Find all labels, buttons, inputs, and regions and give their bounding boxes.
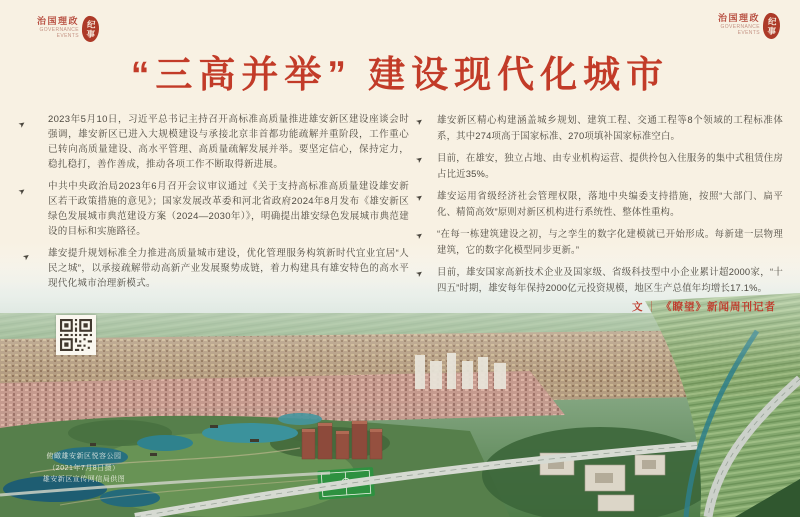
- paragraph: [414, 188, 783, 219]
- paragraph: [414, 150, 783, 181]
- left-column: [16, 112, 409, 298]
- arrow-bullet-icon: ➤: [21, 251, 32, 263]
- byline: [632, 299, 776, 314]
- paragraph: [16, 112, 409, 172]
- paragraph-text: 中共中央政治局2023年6月召开会议审议通过《关于支持高标准高质量建设雄安新区若干政策措施的意见》；国家发展改革委和河北省政府2024年8月发布《雄安新区绿色发展城市典范建设方案（2024—2030年）》，明确提出雄安绿色发展城市典范建设的目标和实施路径。: [48, 181, 409, 237]
- paragraph: [414, 226, 783, 257]
- byline-divider: ｜: [646, 301, 658, 313]
- paragraph-text: 2023年5月10日，习近平总书记主持召开高标准高质量推进雄安新区建设座谈会时强调，雄安新区已进入大规模建设与承接北京非首都功能疏解并重阶段，工作重心已转向高质量建设、高水平管理、高质量疏解发展并举。要坚定信心，保持定力，稳扎稳打，善作善成，推动各项工作不断取得新进展。: [48, 114, 409, 170]
- qr-code-icon: [60, 319, 92, 351]
- photo-caption-line3: 雄安新区宣传网信局供图: [42, 476, 126, 483]
- photo-caption-line2: （2021年7月8日摄）: [48, 464, 120, 472]
- paragraph-text: 目前，雄安国家高新技术企业及国家级、省级科技型中小企业累计超2000家，“十四五”时期，雄安每年保持2000亿元投资规模，地区生产总值年均增长17.1%。: [437, 266, 783, 293]
- brand-logo-right: [716, 13, 780, 39]
- red-seal-icon: [762, 13, 780, 40]
- paragraph: [21, 246, 409, 291]
- arrow-bullet-icon: ➤: [414, 267, 425, 280]
- qr-code: [56, 315, 96, 355]
- brand-subtitle: GOVERNANCE EVENTS: [720, 24, 760, 36]
- arrow-bullet-icon: ➤: [414, 191, 425, 204]
- red-seal-icon: [81, 16, 99, 43]
- arrow-bullet-icon: ➤: [414, 153, 425, 166]
- arrow-bullet-icon: ➤: [414, 115, 425, 128]
- paragraph-text: “在每一栋建筑建设之初，与之孪生的数字化建模就已开始形成。每新建一层物理建筑，它的数字化模型同步更新。”: [437, 228, 783, 255]
- page-title: “三高并举” 建设现代化城市: [130, 54, 670, 95]
- brand-title: 治国理政: [36, 16, 79, 26]
- brand-logo-left: [35, 16, 99, 42]
- arrow-bullet-icon: ➤: [16, 185, 28, 197]
- seal-text: 纪事: [85, 19, 97, 39]
- paragraph: [16, 179, 409, 239]
- paragraph-text: 雄安提升规划标准全力推进高质量城市建设，优化管理服务构筑新时代宜业宜居“人民之城”，以承接疏解带动高新产业发展聚势成链，着力构建具有雄安特色的高水平现代化城市治理新模式。: [48, 248, 409, 289]
- arrow-bullet-icon: ➤: [414, 229, 425, 242]
- photo-caption: [20, 451, 148, 486]
- paragraph: [414, 264, 783, 295]
- right-column: [414, 112, 783, 302]
- byline-text: 《瞭望》新闻周刊记者: [661, 301, 776, 313]
- seal-text: 纪事: [766, 16, 778, 36]
- brand-subtitle: GOVERNANCE EVENTS: [39, 27, 79, 39]
- brand-title: 治国理政: [717, 13, 760, 23]
- paragraph-text: 雄安运用省级经济社会管理权限，落地中央编委支持措施，按照“大部门、扁平化、精简高效”原则对新区机构进行系统性、整体性重构。: [437, 190, 783, 217]
- photo-caption-line1: 俯瞰雄安新区悦容公园: [46, 453, 122, 460]
- arrow-bullet-icon: ➤: [16, 118, 28, 130]
- byline-prefix: 文: [632, 301, 644, 313]
- paragraph-text: 雄安新区精心构建涵盖城乡规划、建筑工程、交通工程等8个领域的工程标准体系，其中274项高于国家标准、270项填补国家标准空白。: [437, 114, 783, 141]
- paragraph-text: 目前，在雄安，独立占地、由专业机构运营、提供拎包入住服务的集中式租赁住房占比近35%。: [437, 152, 783, 179]
- paragraph: [414, 112, 783, 143]
